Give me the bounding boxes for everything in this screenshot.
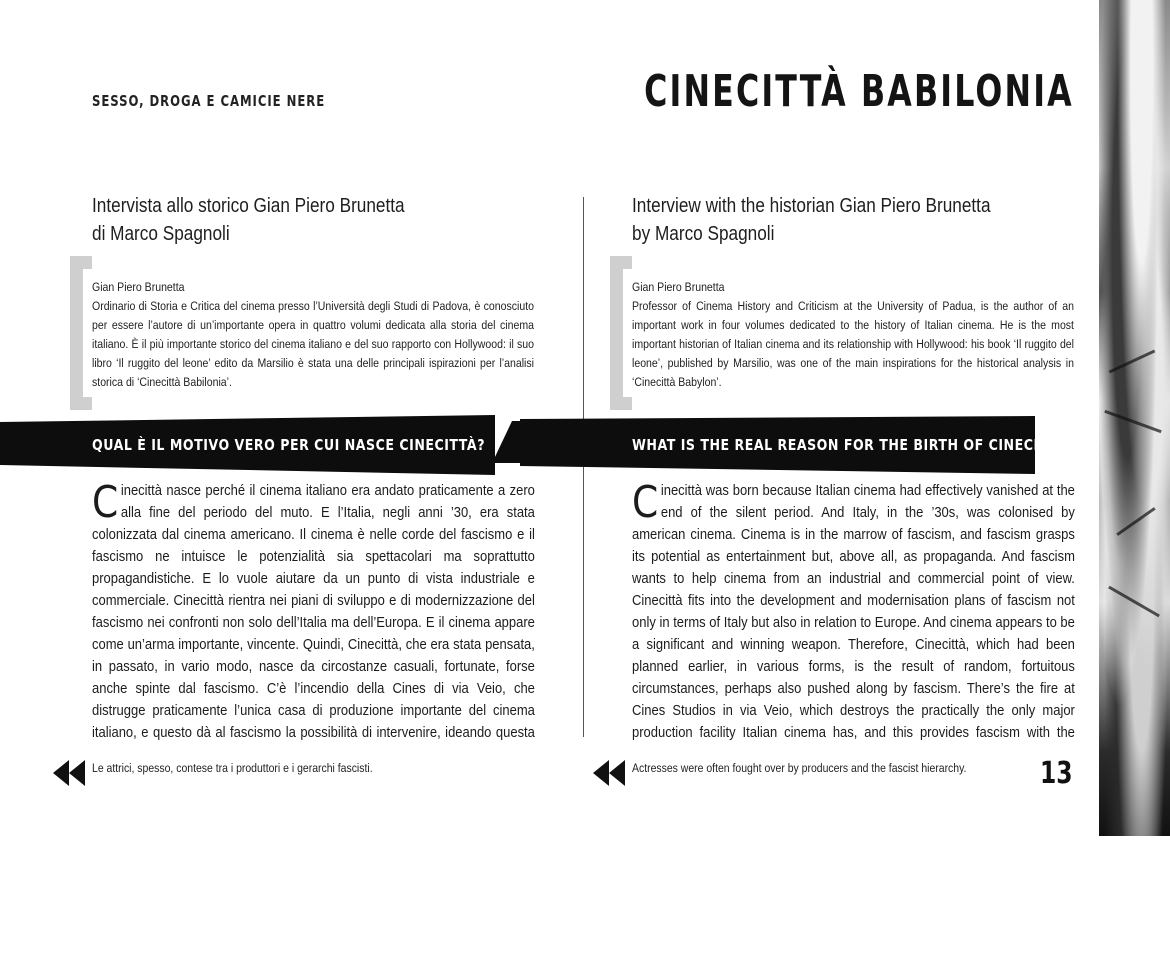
bio-name: Gian Piero Brunetta	[632, 280, 725, 294]
question-band-connector	[494, 421, 522, 463]
body-paragraph: inecittà was born because Italian cinema had effectively vanished at the end of the silent period. And Italy, in the ’30s, was colonised by american cinema. Cinema is in the marrow of fascism, and fascism grasps its potential as entertainment but, above all, as propaganda. And fascism wants to help cinema from an industrial and commercial point of view. Cinecittà fits into the development and modernisation plans of fascism not only in terms of Italy but also in relation to Europe. And cinema appears to be a significant and winning weapon. Therefore, Cinecittà, which had been planned earlier, in various forms, is the result of random, fortuitous circumstances, perhaps also pushed along by fascism. There’s the fire at Cines Studios in via Veio, which destroys the practically the only major production facility Italian cinema has, and this provides fascism with the	[632, 482, 1075, 741]
question-it: QUAL È IL MOTIVO VERO PER CUI NASCE CINECITTÀ?	[92, 436, 486, 454]
photo-strip-image	[1099, 0, 1170, 836]
bio-name: Gian Piero Brunetta	[92, 280, 185, 294]
bio-text: Professor of Cinema History and Criticism at the University of Padua, is the author of an important work in four volumes dedicated to the history of Italian cinema. He is the most important historian of Italian cinema and its relationship with Hollywood: his book ‘Il ruggito del leone’, published by Marsilio, was one of the main inspirations for the historical analysis in ‘Cinecittà Babylon’.	[632, 299, 1074, 389]
book-title: CINECITTÀ BABILONIA	[644, 66, 1074, 117]
photo-caption-en: Actresses were often fought over by producers and the fascist hierarchy.	[632, 761, 967, 775]
intro-title-en	[632, 192, 1079, 248]
open-bracket-icon	[70, 256, 92, 410]
body-text-en	[632, 480, 1075, 742]
drop-cap: C	[632, 480, 659, 528]
open-bracket-icon	[610, 256, 632, 410]
running-head: SESSO, DROGA E CAMICIE NERE	[92, 92, 326, 110]
body-paragraph: inecittà nasce perché il cinema italiano era andato praticamente a zero alla fine del periodo del muto. E l’Italia, negli anni ’30, era stata colonizzata dal cinema americano. Il cinema è nelle corde del fascismo e il fascismo ne intuisce le potenzialità sia spettacolari ma soprattutto propagandistiche. E lo vuole aiutare da un punto di vista industriale e commerciale. Cinecittà rientra nei piani di sviluppo e di modernizzazione del fascismo nei confronti non solo dell’Italia ma dell’Europa. E il cinema appare come un’arma importante, vincente. Quindi, Cinecittà, che era stata pensata, in passato, in vario modo, nasce da circostanze casuali, fortunate, forse anche spinte dal fascismo. C’è l’incendio della Cines di via Veio, che distrugge praticamente l’unica casa di produzione importante del cinema italiano, e questo dà al fascismo la possibilità di intervenire, ideando questa	[92, 482, 535, 741]
body-text-it	[92, 480, 535, 742]
question-en: WHAT IS THE REAL REASON FOR THE BIRTH OF CINECITTÀ?	[632, 436, 1075, 454]
drop-cap: C	[92, 480, 119, 528]
double-left-arrow-icon	[593, 760, 625, 786]
bio-text: Ordinario di Storia e Critica del cinema presso l’Università degli Studi di Padova, è conosciuto per essere l’autore di un’importante opera in quattro volumi dedicata alla storia del cinema italiano. È il più importante storico del cinema italiano e del suo rapporto con Hollywood: il suo libro ‘Il ruggito del leone’ edito da Marsilio è stata una delle principali ispirazioni per l’analisi storica di ‘Cinecittà Babilonia’.	[92, 299, 534, 389]
intro-line-1: Intervista allo storico Gian Piero Brunetta	[92, 195, 405, 217]
page-number: 13	[1040, 756, 1073, 791]
intro-line-2: by Marco Spagnoli	[632, 223, 775, 245]
intro-line-2: di Marco Spagnoli	[92, 223, 230, 245]
bio-en	[632, 278, 1074, 392]
column-divider	[583, 197, 584, 737]
bio-it	[92, 278, 534, 392]
double-left-arrow-icon	[53, 760, 85, 786]
intro-title-it	[92, 192, 539, 248]
photo-caption-it: Le attrici, spesso, contese tra i produttori e i gerarchi fascisti.	[92, 761, 373, 775]
intro-line-1: Interview with the historian Gian Piero Brunetta	[632, 195, 991, 217]
